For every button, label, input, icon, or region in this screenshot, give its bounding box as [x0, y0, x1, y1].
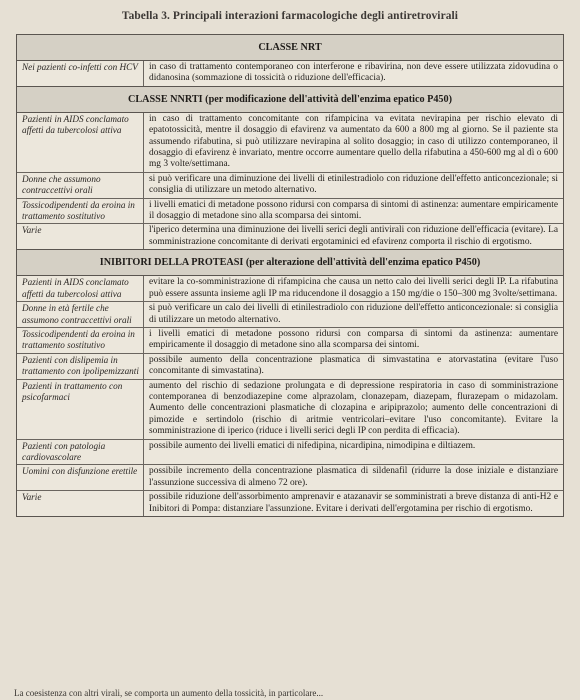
- row-label: Uomini con disfunzione erettile: [17, 465, 144, 490]
- row-text: evitare la co-somministrazione di rifampicina che causa un netto calo dei livelli serici degli IP. La rifabutina può essere assunta insieme agli IP ma riducendone il dosaggio a 150 mg/die o 150–300 mg 3volte/settimana.: [149, 277, 558, 299]
- table-row: [17, 173, 563, 199]
- row-label: Tossicodipendenti da eroina in trattamento sostitutivo: [17, 328, 144, 353]
- row-label: Nei pazienti co-infetti con HCV: [17, 61, 144, 86]
- table-row: [17, 491, 563, 516]
- row-label: Pazienti con dislipemia in trattamento con ipolipemizzanti: [17, 354, 144, 379]
- interactions-table: [16, 34, 564, 517]
- row-label: Tossicodipendenti da eroina in trattamento sostitutivo: [17, 199, 144, 224]
- table-title: Tabella 3. Principali interazioni farmacologiche degli antiretrovirali: [121, 10, 459, 22]
- footer-text-fragment: La coesistenza con altri virali, se comporta un aumento della tossicità, in particolare...: [14, 688, 324, 698]
- row-text: in caso di trattamento concomitante con rifampicina va evitata nevirapina per rischio elevato di epatotossicità, mentre il dosaggio di efavirenz va aumentato da 600 a 800 mg al giorno. Se il paziente sta assumendo rifabutina, si può utilizzare nevirapina al solito dosaggio; in caso di utilizzo contemporaneo, il dosaggio di efavirenz è invariato, mentre occorre aumentare quello della rifabutina a 450-600 mg al dì o 600 mg 3 volte/settimana.: [149, 113, 558, 170]
- table-row: [17, 276, 563, 302]
- row-text: possibile incremento della concentrazione plasmatica di sildenafil (ridurre la dose iniziale e distanziare l'assunzione successiva di almeno 72 ore).: [149, 466, 558, 488]
- table-row: [17, 224, 563, 249]
- table-row: [17, 380, 563, 440]
- table-row: [17, 199, 563, 225]
- table-row: [17, 440, 563, 466]
- table-row: [17, 302, 563, 328]
- row-label: Varie: [17, 224, 144, 249]
- table-row: [17, 328, 563, 354]
- row-label: Pazienti in AIDS conclamato affetti da tubercolosi attiva: [17, 113, 144, 172]
- table-row: [17, 61, 563, 86]
- row-text: i livelli ematici di metadone possono ridursi con comparsa di sintomi di astinenza: aumentare empiricamente il dosaggio di metadone sino alla scomparsa dei sintomi.: [149, 199, 558, 222]
- row-label: Varie: [17, 491, 144, 516]
- row-text: possibile riduzione dell'assorbimento amprenavir e atazanavir se somministrati a breve distanza di anti-H2 e Inibitori di Pompa: distanziare l'assunzione. Evitare i derivati dell'ergotamina per rischio di ergotismo.: [149, 492, 558, 514]
- row-text: possibile aumento dei livelli ematici di nifedipina, nicardipina, nimodipina e diltiazem.: [149, 440, 476, 451]
- row-text: si può verificare un calo dei livelli di etinilestradiolo con riduzione dell'effetto anticoncezionale: si consiglia di utilizzare un metodo alternativo.: [149, 303, 558, 325]
- section-heading-nrt: CLASSE NRT: [17, 35, 563, 61]
- row-label: Pazienti in AIDS conclamato affetti da tubercolosi attiva: [17, 276, 144, 301]
- row-text: si può verificare una diminuzione dei livelli di etinilestradiolo con riduzione dell'effetto anticoncezionale; si consiglia di utilizzare un metodo alternativo.: [149, 173, 558, 196]
- section-heading-nnrti: CLASSE NNRTI (per modificazione dell'attività dell'enzima epatico P450): [17, 86, 563, 113]
- row-text: aumento del rischio di sedazione prolungata e di depressione respiratoria in caso di somministrazione contemporanea di benzodiazepine come alprazolam, clonazepam, diazepam, flurazepam o midazolam. Aumento delle concentrazioni plasmatiche di clozapina e aripiprazolo; aumento delle concentrazioni di pimozide e sertindolo (rischio di aritmie ventricolari–evitare l'uso concomitante). Evitare la somministrazione di iperico (riduce i livelli serici degli IP con perdita di efficacia).: [149, 380, 558, 437]
- row-label: Pazienti in trattamento con psicofarmaci: [17, 380, 144, 439]
- row-text: i livelli ematici di metadone possono ridursi con comparsa di sintomi da astinenza: aumentare empiricamente il dosaggio di metadone sino alla scomparsa dei sintomi.: [149, 328, 558, 351]
- row-text: l'iperico determina una diminuzione dei livelli serici degli antivirali con riduzione dell'efficacia (evitare). La somministrazione concomitante di derivati ergotaminici ed efavirenz comporta il rischio di ergotismo.: [149, 225, 558, 247]
- table-row: [17, 465, 563, 491]
- row-label: Donne che assumono contraccettivi orali: [17, 173, 144, 198]
- table-row: [17, 113, 563, 173]
- row-text: possibile aumento della concentrazione plasmatica di simvastatina e atorvastatina (evitare l'uso concomitante di simvastatina).: [149, 354, 558, 377]
- row-label: Donne in età fertile che assumono contraccettivi orali: [17, 302, 144, 327]
- table-row: [17, 354, 563, 380]
- section-heading-protease-inhibitors: INIBITORI DELLA PROTEASI (per alterazione dell'attività dell'enzima epatico P450): [17, 249, 563, 276]
- row-text: in caso di trattamento contemporaneo con interferone e ribavirina, non deve essere utilizzata zidovudina o didanosina (sommazione di tossicità o riduzione dell'efficacia).: [149, 62, 558, 84]
- row-label: Pazienti con patologia cardiovascolare: [17, 440, 144, 465]
